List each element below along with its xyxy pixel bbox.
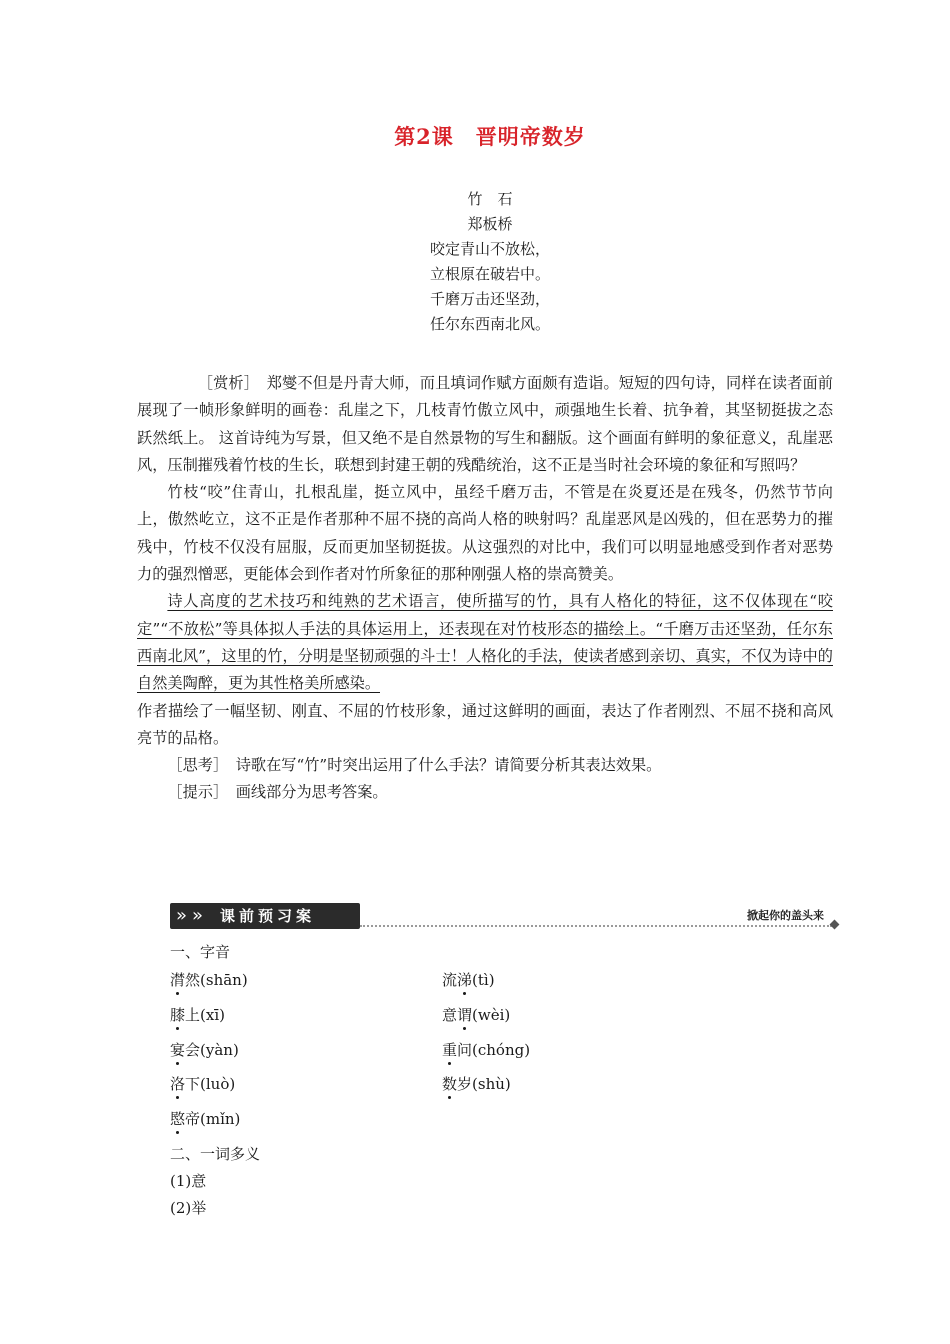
page-title: 第2课 晋明帝数岁 — [394, 124, 586, 149]
dotted-char: 宴 — [170, 1041, 186, 1059]
dotted-char: 数 — [442, 1075, 458, 1093]
poem-line: 任尔东西南北风。 — [429, 315, 550, 333]
banner-title: 课前预习案 — [220, 907, 316, 925]
dotted-char: 谓 — [457, 1006, 473, 1024]
banner-tab — [170, 903, 360, 929]
dotted-char: 膝 — [170, 1006, 186, 1024]
pronunciation-item: 流涕(tì) — [442, 971, 495, 989]
analysis-paragraph: 作者描绘了一幅坚韧、刚直、不屈的竹枝形象，通过这鲜明的画面，表达了作者刚烈、不屈不挠和高风亮节的品格。 — [137, 701, 833, 747]
banner-dotted-line — [360, 925, 832, 927]
pronunciation-item: 宴会(yàn) — [170, 1041, 239, 1059]
diamond-icon — [830, 920, 840, 930]
pronunciation-item: 重问(chóng) — [442, 1041, 531, 1059]
polysemy-item: (1)意 — [170, 1172, 207, 1190]
pronunciation-item: 潸然(shān) — [170, 971, 248, 989]
dotted-char: 洛 — [170, 1075, 186, 1093]
section-heading: 二、一词多义 — [170, 1145, 261, 1163]
double-chevron-right-icon: » — [192, 905, 204, 926]
hint-note: ［提示］ 画线部分为思考答案。 — [167, 783, 388, 802]
section-heading: 一、字音 — [170, 943, 231, 961]
pronunciation-item: 膝上(xī) — [170, 1006, 225, 1024]
analysis-paragraph: ［赏析］ 郑燮不但是丹青大师，而且填词作赋方面颇有造诣。短短的四句诗，同样在读者面前展现了一帧形象鲜明的画卷：乱崖之下，几枝青竹傲立风中，顽强地生长着、抗争着，其坚韧挺拔之态跃然纸上。 这首诗纯为写景，但又绝不是自然景物的写生和翻版。这个画面有鲜明的象征意义，乱崖恶风，压制摧残着竹枝的生长，联想到封建王朝的残酷统治，这不正是当时社会环境的象征和写照吗？ — [137, 374, 833, 474]
pronunciation-item: 愍帝(mǐn) — [170, 1110, 241, 1128]
pronunciation-item: 意谓(wèi) — [442, 1006, 511, 1024]
pronunciation-item: 洛下(luò) — [170, 1075, 236, 1093]
double-chevron-right-icon: » — [176, 905, 188, 926]
poem-block — [0, 187, 950, 337]
dotted-char: 潸 — [170, 971, 186, 989]
pronunciation-item: 数岁(shù) — [442, 1075, 511, 1093]
section-banner — [170, 903, 838, 933]
think-question: ［思考］ 诗歌在写“竹”时突出运用了什么手法？请简要分析其表达效果。 — [167, 756, 662, 775]
poem-line: 千磨万击还坚劲， — [429, 290, 550, 308]
poem-title: 竹 石 — [467, 190, 513, 208]
poem-line: 咬定青山不放松， — [429, 240, 550, 258]
dotted-char: 涕 — [457, 971, 473, 989]
dotted-char: 重 — [442, 1041, 458, 1059]
poem-line: 立根原在破岩中。 — [429, 265, 550, 283]
poem-author: 郑板桥 — [467, 215, 513, 233]
dotted-char: 愍 — [170, 1110, 186, 1128]
polysemy-item: (2)举 — [170, 1199, 207, 1217]
banner-slogan: 掀起你的盖头来 — [747, 909, 824, 922]
analysis-section — [137, 370, 833, 807]
underlined-answer-paragraph: 诗人高度的艺术技巧和纯熟的艺术语言，使所描写的竹，具有人格化的特征，这不仅体现在“咬定”“不放松”等具体拟人手法的具体运用上，还表现在对竹枝形态的描绘上。“千磨万击还坚劲，任尔东西南北风”，这里的竹，分明是坚韧顽强的斗士！人格化的手法，使读者感到亲切、真实，不仅为诗中的自然美陶醉，更为其性格美所感染。 — [137, 592, 833, 693]
analysis-paragraph: 竹枝“咬”住青山，扎根乱崖，挺立风中，虽经千磨万击，不管是在炎夏还是在残冬，仍然节节向上，傲然屹立，这不正是作者那种不屈不挠的高尚人格的映射吗？乱崖恶风是凶残的，但在恶势力的摧残中，竹枝不仅没有屈服，反而更加坚韧挺拔。从这强烈的对比中，我们可以明显地感受到作者对恶势力的强烈憎恶，更能体会到作者对竹所象征的那种刚强人格的崇高赞美。 — [137, 483, 833, 584]
